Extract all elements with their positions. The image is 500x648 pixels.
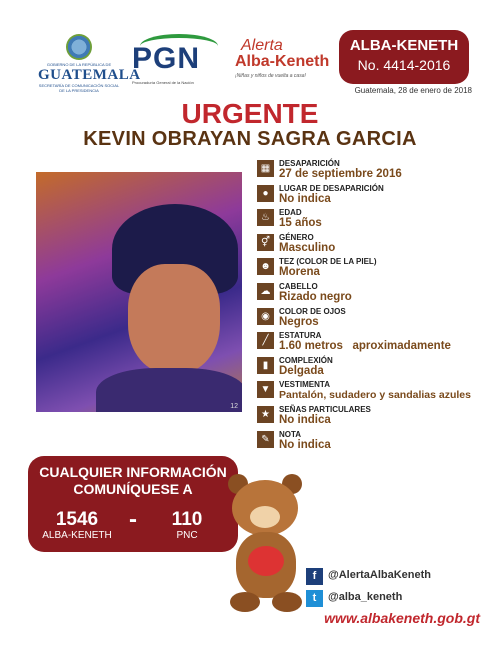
detail-label: ESTATURA: [279, 331, 322, 341]
contact-heading-line2: COMUNÍQUESE A: [73, 481, 193, 497]
contact-info-box: [28, 456, 238, 552]
gender-icon: ⚥: [257, 234, 274, 251]
photo-face: [128, 264, 220, 374]
person-name: KEVIN OBRAYAN SAGRA GARCIA: [83, 128, 417, 150]
detail-value: 27 de septiembre 2016: [279, 168, 402, 180]
phone-number: 110: [171, 509, 203, 530]
facebook-link[interactable]: [306, 566, 486, 588]
detail-value: Pantalón, sudadero y sandalias azules: [279, 389, 471, 402]
star-icon: ★: [257, 406, 274, 423]
detail-row-marks: [257, 404, 477, 429]
detail-row-place: [257, 183, 477, 208]
detail-row-hair: [257, 281, 477, 306]
ruler-icon: ╱: [257, 332, 274, 349]
case-number-badge: [339, 30, 469, 84]
detail-label: LUGAR DE DESAPARICIÓN: [279, 183, 384, 193]
guatemala-logo: [38, 34, 141, 93]
detail-row-eyes: [257, 306, 477, 331]
detail-row-skin: [257, 256, 477, 281]
detail-row-clothing: [257, 379, 477, 404]
detail-value: 1.60 metros aproximadamente: [279, 340, 451, 353]
detail-value: 15 años: [279, 217, 322, 230]
facebook-handle: @AlertaAlbaKeneth: [328, 569, 432, 581]
detail-value: Rizado negro: [279, 290, 352, 303]
face-icon: ☻: [257, 258, 274, 275]
phone-alba-keneth[interactable]: [32, 510, 122, 542]
detail-row-gender: [257, 232, 477, 257]
phone-label: ALBA-KENETH: [42, 530, 112, 541]
pgn-subtitle: Procuraduría General de la Nación: [132, 80, 194, 85]
alerta-logo-tagline: ¡Niñas y niños de vuelta a casa!: [235, 73, 306, 79]
phone-pnc[interactable]: [142, 510, 232, 542]
twitter-link[interactable]: [306, 588, 486, 610]
pgn-mark: PGN: [132, 42, 201, 75]
contact-heading-line1: CUALQUIER INFORMACIÓN: [39, 464, 227, 480]
detail-row-note: [257, 429, 477, 454]
bear-muzzle: [250, 506, 280, 528]
detail-value: No indica: [279, 438, 331, 451]
gt-logo-name: GUATEMALA: [38, 67, 141, 83]
social-links: [306, 566, 486, 610]
detail-label: DESAPARICIÓN: [279, 159, 340, 168]
hair-icon: ☁: [257, 283, 274, 300]
detail-row-age: [257, 207, 477, 232]
missing-person-photo: [36, 172, 242, 412]
detail-label: EDAD: [279, 208, 302, 218]
contact-heading: [28, 464, 238, 498]
detail-value: No indica: [279, 413, 331, 426]
detail-row-build: [257, 355, 477, 380]
detail-label: TEZ (COLOR DE LA PIEL): [279, 257, 377, 267]
cake-icon: ♨: [257, 209, 274, 226]
case-number: No. 4414-2016: [357, 57, 451, 73]
coat-of-arms-icon: [66, 34, 92, 60]
website-link[interactable]: www.albakeneth.gob.gt: [324, 610, 480, 626]
detail-label: NOTA: [279, 429, 302, 439]
detail-label: COMPLEXIÓN: [279, 355, 333, 365]
shirt-icon: ▼: [257, 381, 274, 398]
detail-label: SEÑAS PARTICULARES: [279, 404, 371, 414]
detail-label: CABELLO: [279, 281, 318, 291]
bear-mascot: [222, 470, 308, 630]
twitter-handle: @alba_keneth: [328, 591, 403, 603]
alerta-logo-line2: Alba-Keneth: [235, 53, 330, 70]
detail-row-disappearance: [257, 158, 477, 183]
details-list: [257, 158, 477, 453]
gt-logo-line1: GOBIERNO DE LA REPÚBLICA DE: [46, 62, 112, 67]
bear-heart-badge: [248, 546, 284, 576]
detail-label: GÉNERO: [279, 232, 314, 242]
calendar-icon: ▦: [257, 160, 274, 177]
body-icon: ▮: [257, 357, 274, 374]
detail-row-height: [257, 330, 477, 355]
alerta-alba-keneth-logo: [235, 38, 331, 79]
detail-label: VESTIMENTA: [279, 380, 330, 390]
detail-value: Delgada: [279, 364, 324, 377]
detail-value: No indica: [279, 192, 331, 205]
facebook-icon: f: [306, 568, 323, 585]
location-pin-icon: ●: [257, 185, 274, 202]
issue-date: Guatemala, 28 de enero de 2018: [354, 86, 472, 95]
case-program: ALBA-KENETH: [349, 37, 459, 54]
detail-value: Masculino: [279, 241, 336, 254]
detail-value: Morena: [279, 266, 320, 279]
gt-logo-line3: SECRETARÍA DE COMUNICACIÓN SOCIAL DE LA PRESIDENCIA: [38, 83, 120, 93]
bear-foot: [272, 592, 302, 612]
photo-shirt: [96, 368, 242, 412]
phone-separator: -: [129, 506, 137, 533]
page-title: URGENTE: [181, 98, 319, 129]
eye-icon: ◉: [257, 308, 274, 325]
detail-value: Negros: [279, 315, 319, 328]
twitter-icon: t: [306, 590, 323, 607]
phone-label: PNC: [176, 530, 198, 541]
alerta-logo-line1: Alerta: [241, 37, 283, 54]
detail-label: COLOR DE OJOS: [279, 306, 346, 316]
bear-foot: [230, 592, 260, 612]
photo-number: 12: [230, 403, 238, 410]
note-icon: ✎: [257, 431, 274, 448]
phone-number: 1546: [55, 509, 99, 530]
